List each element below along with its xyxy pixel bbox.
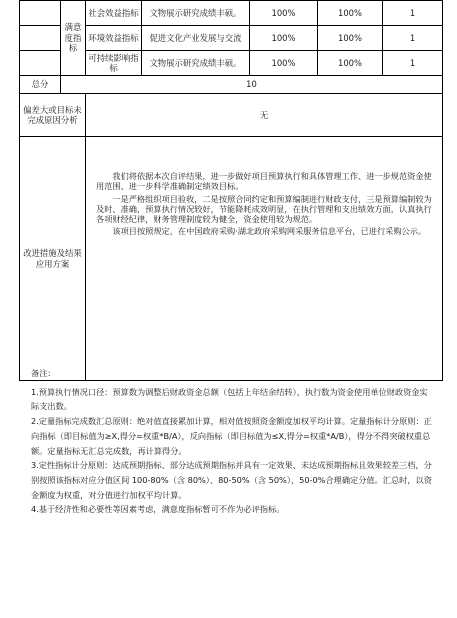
- score-value: 1: [383, 1, 443, 26]
- total-row: [20, 76, 443, 94]
- actual-value: 100%: [318, 1, 383, 26]
- note-item: 1.预算执行情况口径：预算数为调整后财政资金总额（包括上年结余结转），执行数为资金使用单位财政资金实际支出数。: [31, 386, 428, 412]
- total-label: 总分: [20, 76, 61, 94]
- improvement-row: [20, 137, 443, 381]
- notes-heading: 备注：: [31, 368, 56, 378]
- score-value: 1: [383, 26, 443, 51]
- improvement-paragraph: 一是严格组织项目验收，二是按照合同约定和预算编制进行财政支付，三是预算编制较为及时、准确，预算执行情况较好，节能降耗成效明显，在执行管理和支出绩效方面，认真执行各项财经纪律，财务管理制度较为健全，资金使用较为规范。: [96, 193, 432, 224]
- indicator-desc: 文物展示研究成绩丰硕。: [142, 51, 250, 76]
- note-item: 4.基于经济性和必要性等因素考虑，满意度指标暂可不作为必评指标。: [31, 504, 285, 515]
- indicator-name: 可持续影响指标: [86, 51, 142, 76]
- actual-value: 100%: [318, 26, 383, 51]
- table-row: [20, 1, 443, 26]
- target-value: 100%: [250, 51, 318, 76]
- improvement-label: 改进措施及结果应用方案: [20, 137, 86, 381]
- blank-cell: [20, 51, 61, 76]
- indicator-name: 社会效益指标: [86, 1, 142, 26]
- target-value: 100%: [250, 26, 318, 51]
- improvement-paragraph: 我们将依据本次自评结果，进一步做好项目预算执行和具体管理工作、进一步规范资金使用范围、进一步科学准确制定绩效目标。: [96, 171, 432, 192]
- deviation-row: [20, 94, 443, 137]
- target-value: 100%: [250, 1, 318, 26]
- note-item: 3.定性指标计分原则：达成预期指标、部分达成预期指标并具有一定效果、未达成预期指标且效果较差三档，分别按照该指标对应分值区间 100-80%（含 80%）、80-50%（含 50%）、50-0%合理确定分值。汇总时，以资金额度为权重，对分值进行加权平均计算。: [31, 460, 432, 500]
- deviation-value: 无: [86, 94, 443, 137]
- actual-value: 100%: [318, 51, 383, 76]
- indicator-desc: 促进文化产业发展与交流: [142, 26, 250, 51]
- blank-cell: [20, 1, 61, 26]
- improvement-text: [86, 137, 443, 381]
- blank-cell: [20, 26, 61, 51]
- indicator-desc: 文物展示研究成绩丰硕。: [142, 1, 250, 26]
- notes-section: [31, 366, 435, 517]
- indicator-name: 环境效益指标: [86, 26, 142, 51]
- deviation-label: 偏差大或目标未完成原因分析: [20, 94, 86, 137]
- performance-table: [19, 0, 443, 381]
- note-item: 2.定量指标完成数汇总原则：绝对值直接累加计算，相对值按照资金额度加权平均计算。定量指标计分原则：正向指标（即目标值为≥X,得分=权重*B/A），反向指标（即目标值为≤X,得分=权重*A/B），得分不得突破权重总额。定量指标无汇总完成数，再计算得分。: [31, 416, 432, 456]
- score-value: 1: [383, 51, 443, 76]
- improvement-paragraph: 该项目按照规定，在中国政府采购·湖北政府采购网采服务信息平台，已进行采购公示。: [112, 226, 427, 237]
- total-value: 10: [61, 76, 443, 94]
- category-cell: 满意度指标: [61, 1, 86, 76]
